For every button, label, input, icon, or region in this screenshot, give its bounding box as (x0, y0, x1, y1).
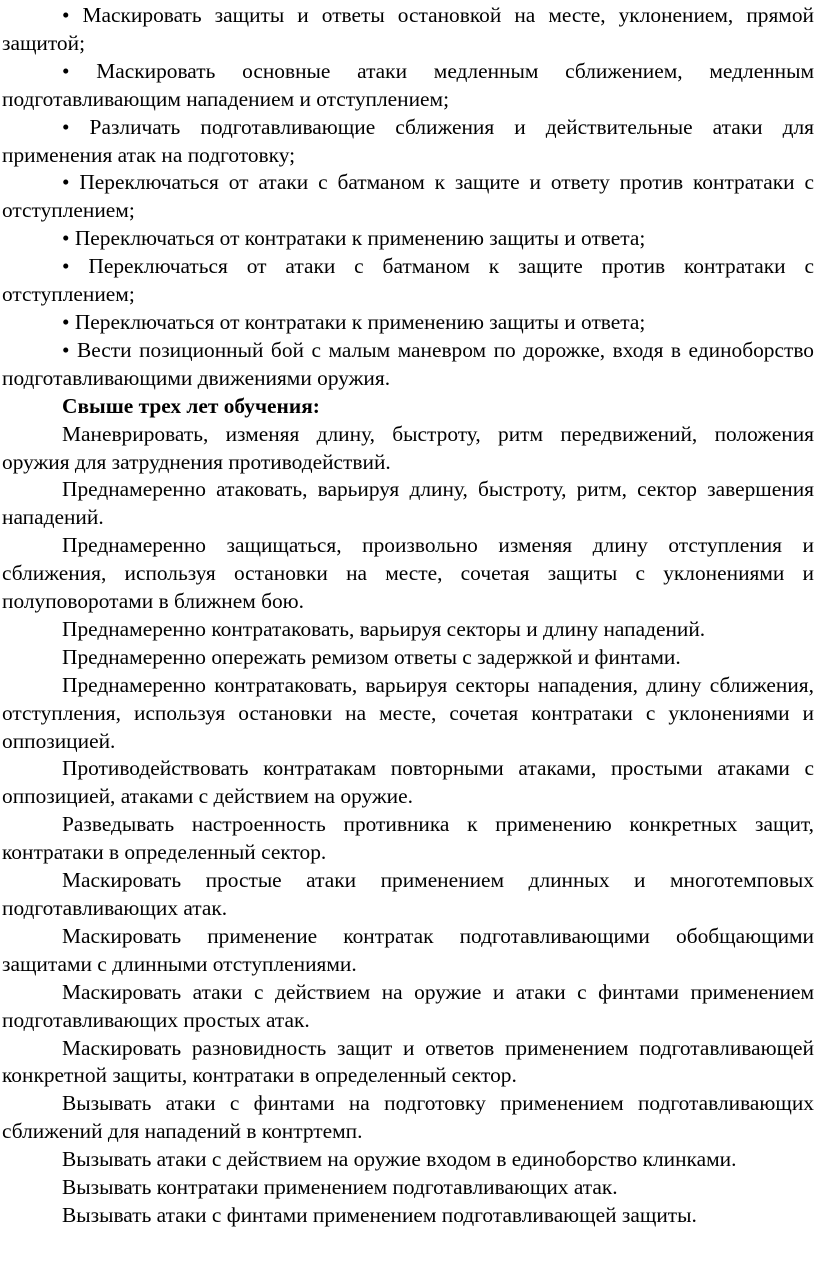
paragraph: Вызывать атаки с финтами на подготовку применением подготавливающих сближений для нападений в контртемп. (2, 1091, 814, 1144)
paragraph: Вызывать атаки с действием на оружие входом в единоборство клинками. (62, 1147, 737, 1172)
paragraph: Противодействовать контратакам повторными атаками, простыми атаками с оппозицией, атаками с действием на оружие. (2, 756, 814, 809)
paragraph: Преднамеренно контратаковать, варьируя секторы и длину нападений. (62, 616, 706, 641)
bullet-item: • Переключаться от атаки с батманом к защите и ответу против контратаки с отступлением; (2, 170, 814, 223)
paragraph: Маневрировать, изменяя длину, быстроту, ритм передвижений, положения оружия для затруднения противодействий. (2, 421, 814, 474)
bullet-item: • Переключаться от контратаки к применению защиты и ответа; (62, 309, 646, 334)
bullet-item: • Различать подготавливающие сближения и действительные атаки для применения атак на подготовку; (2, 114, 814, 167)
paragraph: Преднамеренно защищаться, произвольно изменяя длину отступления и сближения, используя остановки на месте, сочетая защиты с уклонениями и полуповоротами в ближнем бою. (2, 533, 814, 614)
bullet-item: • Переключаться от контратаки к применению защиты и ответа; (62, 226, 646, 251)
paragraph: Преднамеренно атаковать, варьируя длину, быстроту, ритм, сектор завершения нападений. (2, 477, 814, 530)
paragraph: Преднамеренно контратаковать, варьируя секторы нападения, длину сближения, отступления, используя остановки на месте, сочетая контратаки с уклонениями и оппозицией. (2, 672, 814, 753)
bullet-item: • Маскировать защиты и ответы остановкой на месте, уклонением, прямой защитой; (2, 3, 814, 55)
paragraph: Маскировать простые атаки применением длинных и многотемповых подготавливающих атак. (2, 868, 814, 920)
bullet-item: • Вести позиционный бой с малым маневром по дорожке, входя в единоборство подготавливающими движениями оружия. (2, 337, 814, 390)
section-heading: Свыше трех лет обучения: (62, 393, 320, 418)
paragraph: Вызывать контратаки применением подготавливающих атак. (62, 1175, 618, 1200)
paragraph: Вызывать атаки с финтами применением подготавливающей защиты. (62, 1202, 697, 1227)
paragraph: Маскировать атаки с действием на оружие и атаки с финтами применением подготавливающих простых атак. (2, 979, 814, 1032)
paragraph: Преднамеренно опережать ремизом ответы с задержкой и финтами. (62, 644, 681, 669)
paragraph: Маскировать разновидность защит и ответов применением подготавливающей конкретной защиты, контратаки в определенный сектор. (2, 1035, 814, 1088)
bullet-item: • Переключаться от атаки с батманом к защите против контратаки с отступлением; (2, 254, 814, 307)
paragraph: Разведывать настроенность противника к применению конкретных защит, контратаки в определенный сектор. (2, 812, 814, 865)
paragraph: Маскировать применение контратак подготавливающими обобщающими защитами с длинными отступлениями. (2, 923, 814, 976)
bullet-item: • Маскировать основные атаки медленным сближением, медленным подготавливающим нападением и отступлением; (2, 58, 814, 111)
